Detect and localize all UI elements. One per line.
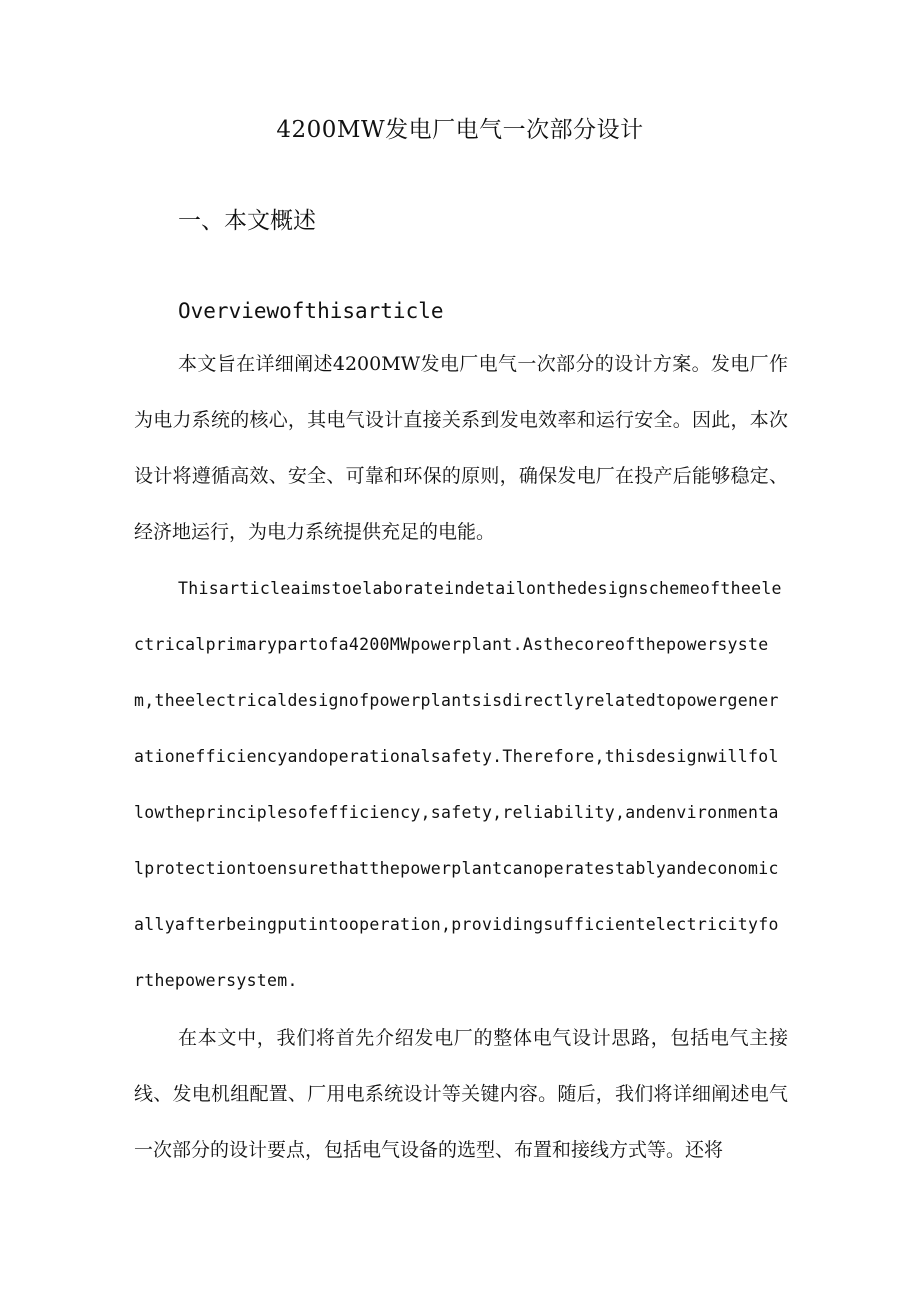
document-title: 4200MW发电厂电气一次部分设计: [276, 117, 644, 143]
paragraph-intro-cn: 本文旨在详细阐述4200MW发电厂电气一次部分的设计方案。发电厂作为电力系统的核心，其电气设计直接关系到发电效率和运行安全。因此，本次设计将遵循高效、安全、可靠和环保的原则，确保发电厂在投产后能够稳定、经济地运行，为电力系统提供充足的电能。: [134, 353, 788, 543]
paragraph-outline-cn: 在本文中，我们将首先介绍发电厂的整体电气设计思路，包括电气主接线、发电机组配置、厂用电系统设计等关键内容。随后，我们将详细阐述电气一次部分的设计要点，包括电气设备的选型、布置和接线方式等。还将: [134, 1027, 788, 1161]
paragraph-intro-en: Thisarticleaimstoelaborateindetailonthedesignschemeoftheelectricalprimarypartofa4200MWpowerplant.Asthecoreofthepowersystem,theelectricaldesignofpowerplantsisdirectlyrelatedtopowergenerationefficiencyandoperationalsafety.Therefore,thisdesignwillfollowtheprinciplesofefficiency,safety,reliability,andenvironmentalprotectiontoensurethatthepowerplantcanoperatestablyandeconomicallyafterbeingputintooperation,providingsufficientelectricityforthepowersystem.: [134, 579, 782, 990]
section-heading: 一、本文概述: [178, 208, 316, 234]
section-subheading: Overviewofthisarticle: [178, 299, 444, 323]
